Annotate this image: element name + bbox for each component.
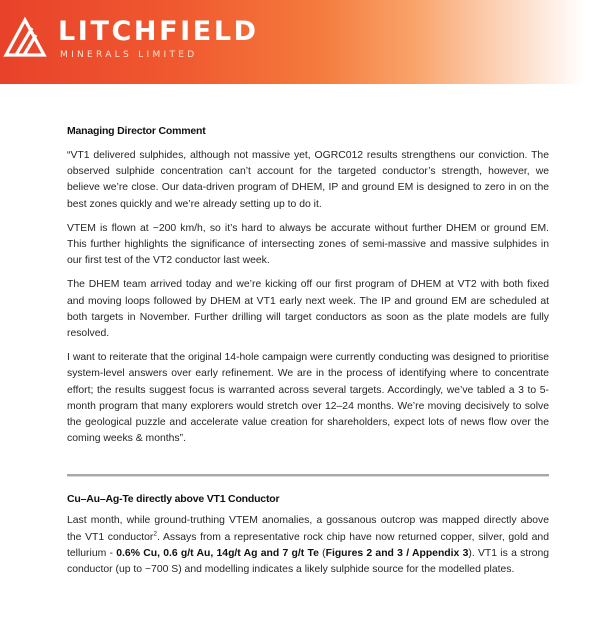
assay-results: 0.6% Cu, 0.6 g/t Au, 14g/t Ag and 7 g/t Te [116, 547, 319, 559]
company-name: LITCHFIELD [58, 16, 259, 47]
text-run: Last month, while ground-truthing VTEM anomalies, a gossanous outcrop was mapped directly above the VT1 conductor [67, 515, 549, 543]
section-heading: Cu–Au–Ag-Te directly above VT1 Conductor [67, 493, 280, 506]
section-vt1-assays [67, 492, 549, 578]
paragraph: The DHEM team arrived today and we’re kicking off our first program of DHEM at VT2 with both fixed and moving loops followed by DHEM at VT1 early next week. The IP and ground EM are scheduled at both targets in November. Further drilling will target conductors as soon as the plate models are fully resolved. [67, 279, 549, 340]
text-run: ). VT1 is a strong conductor (up to ~700 S) and modelling indicates a likely sulphide source for the modelled plates. [67, 547, 550, 576]
paragraph: “VT1 delivered sulphides, although not massive yet, OGRC012 results strengthens our conviction. The observed sulphide concentration can’t account for the targeted conductor’s strength, however, we believe we’re close. Our data-driven program of DHEM, IP and ground EM is designed to zero in on the best zones quickly and we’re already setting up to do it. [67, 150, 549, 210]
text-run: ( [318, 547, 326, 559]
section-md-comment [67, 124, 549, 447]
paragraph: I want to reiterate that the original 14-hole campaign were currently conducting was designed to prioritise system-level answers over early refinement. We are in the process of identifying where to concentrate effort; the results suggest focus is warranted across several targets. Accordingly, we’ve tabled a 3 to 5-month program that many explorers would stretch over 12–24 months. We’re moving decisively to solve the geological puzzle and accelerate value creation for shareholders, expect lots of news flow over the coming weeks & months”. [67, 352, 549, 445]
section-divider [67, 474, 549, 477]
company-subtitle: MINERALS LIMITED [60, 50, 198, 60]
text-run: . Assays from a representative rock chip have now returned copper, silver, gold and tellurium - [67, 531, 549, 559]
document-body [67, 124, 549, 578]
page-header [0, 0, 609, 84]
section-heading: Managing Director Comment [67, 125, 206, 137]
footnote-marker: 2 [153, 530, 158, 538]
paragraph: VTEM is flown at ~200 km/h, so it’s hard to always be accurate without further DHEM or ground EM. This further highlights the significance of intersecting zones of semi-massive and massive sulphides in our first test of the VT2 conductor last week. [67, 222, 549, 267]
paragraph [67, 513, 549, 578]
litchfield-logo-icon [3, 16, 47, 60]
figure-reference: Figures 2 and 3 / Appendix 3 [325, 547, 469, 559]
